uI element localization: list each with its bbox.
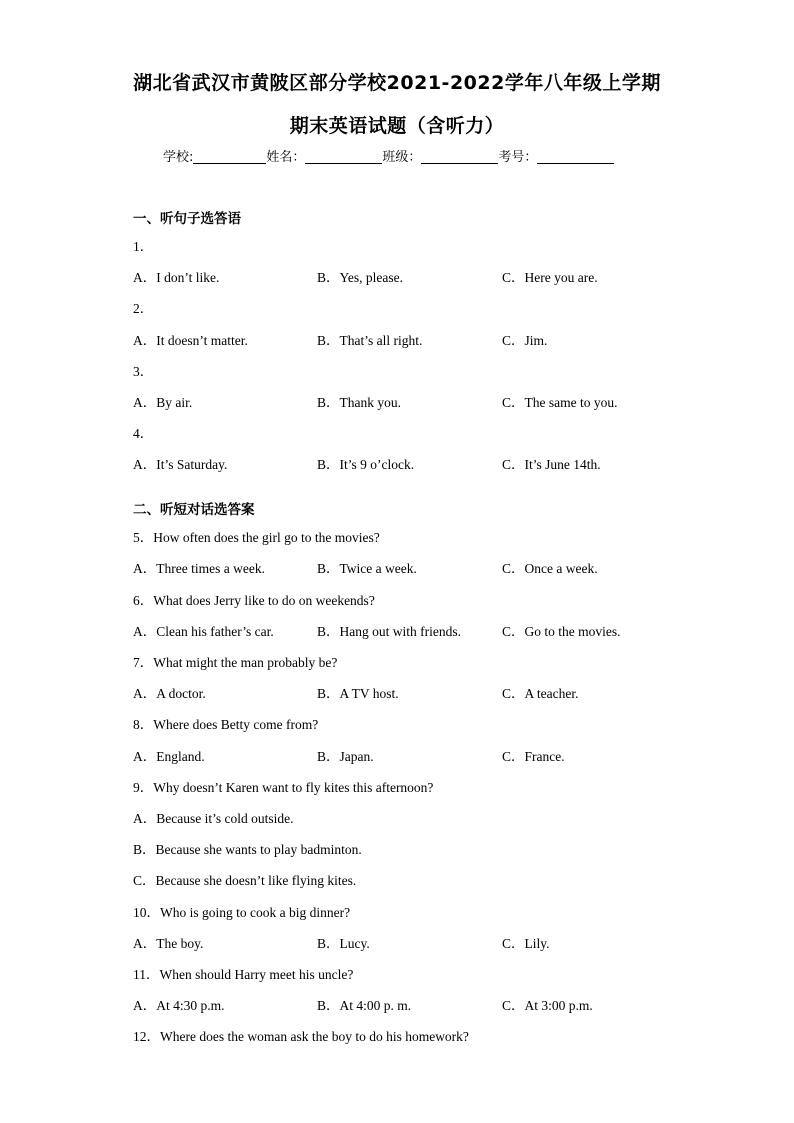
- question-stem: 6．What does Jerry like to do on weekends?: [133, 593, 375, 608]
- option-b: B．Hang out with friends.: [317, 624, 461, 639]
- option-c: C．Jim.: [502, 333, 548, 348]
- option-c: C．France.: [502, 749, 565, 764]
- question-stem: 3．: [133, 364, 154, 379]
- option-a: A．By air.: [133, 395, 193, 410]
- option-c: C．Once a week.: [502, 561, 598, 576]
- option-c: C．It’s June 14th.: [502, 457, 601, 472]
- student-info-row: [163, 146, 614, 165]
- option-b: B．Yes, please.: [317, 270, 404, 285]
- class-blank: [421, 149, 498, 164]
- question-stem: 4．: [133, 426, 154, 441]
- option-a: A．England.: [133, 749, 205, 764]
- question-stem: 1．: [133, 239, 154, 254]
- question-stem: 5．How often does the girl go to the movies?: [133, 530, 380, 545]
- question-stem: 8．Where does Betty come from?: [133, 717, 319, 732]
- option-b: B．It’s 9 o’clock.: [317, 457, 415, 472]
- exam-title-line1: 湖北省武汉市黄陂区部分学校2021-2022学年八年级上学期: [133, 72, 661, 94]
- question-stem: 2．: [133, 301, 154, 316]
- section-heading: 一、听句子选答语: [133, 211, 241, 227]
- option-a: A．Three times a week.: [133, 561, 265, 576]
- option-a: A．The boy.: [133, 936, 204, 951]
- question-stem: 7．What might the man probably be?: [133, 655, 338, 670]
- option-a: A．It doesn’t matter.: [133, 333, 248, 348]
- exam-no-label: 考号：: [498, 150, 538, 165]
- question-stem: 12．Where does the woman ask the boy to do his homework?: [133, 1029, 469, 1044]
- option-c: C．Lily.: [502, 936, 550, 951]
- option-a: A．Because it’s cold outside.: [133, 811, 294, 826]
- option-c: C．Here you are.: [502, 270, 598, 285]
- option-c: C．Go to the movies.: [502, 624, 621, 639]
- option-a: A．At 4:30 p.m.: [133, 998, 225, 1013]
- school-label: 学校:: [163, 150, 194, 165]
- name-label: 姓名：: [266, 150, 306, 165]
- option-b: B．That’s all right.: [317, 333, 423, 348]
- option-b: B．Lucy.: [317, 936, 370, 951]
- school-blank: [193, 149, 266, 164]
- question-stem: 9．Why doesn’t Karen want to fly kites this afternoon?: [133, 780, 434, 795]
- option-a: A．Clean his father’s car.: [133, 624, 274, 639]
- question-stem: 10．Who is going to cook a big dinner?: [133, 905, 351, 920]
- option-c: C．At 3:00 p.m.: [502, 998, 593, 1013]
- option-a: A．I don’t like.: [133, 270, 220, 285]
- section-heading: 二、听短对话选答案: [133, 502, 255, 518]
- option-b: B．Twice a week.: [317, 561, 417, 576]
- name-blank: [305, 149, 382, 164]
- option-a: A．A doctor.: [133, 686, 206, 701]
- class-label: 班级：: [382, 150, 422, 165]
- option-c: C．Because she doesn’t like flying kites.: [133, 873, 357, 888]
- option-c: C．A teacher.: [502, 686, 579, 701]
- option-b: B．Thank you.: [317, 395, 401, 410]
- option-c: C．The same to you.: [502, 395, 618, 410]
- question-stem: 11．When should Harry meet his uncle?: [133, 967, 354, 982]
- exam-title-line2: 期末英语试题（含听力）: [289, 115, 505, 137]
- exam-no-blank: [537, 149, 614, 164]
- option-b: B．Because she wants to play badminton.: [133, 842, 362, 857]
- option-b: B．At 4:00 p. m.: [317, 998, 412, 1013]
- option-b: B．Japan.: [317, 749, 374, 764]
- option-b: B．A TV host.: [317, 686, 399, 701]
- option-a: A．It’s Saturday.: [133, 457, 228, 472]
